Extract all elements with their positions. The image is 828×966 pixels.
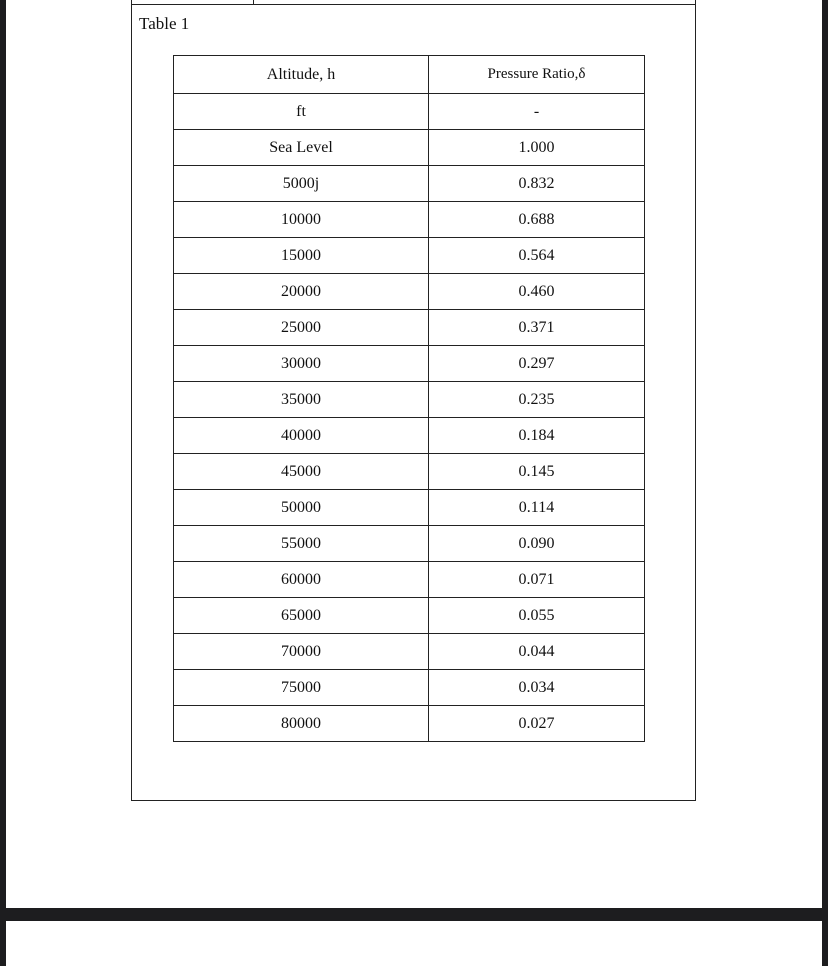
pressure-ratio-cell: 0.090 [429, 526, 645, 562]
next-document-page [6, 921, 822, 966]
pressure-ratio-cell: 0.688 [429, 202, 645, 238]
pressure-ratio-cell: 1.000 [429, 130, 645, 166]
table-row [174, 238, 645, 274]
table-row [174, 166, 645, 202]
pressure-ratio-cell: 0.044 [429, 634, 645, 670]
altitude-cell: 25000 [174, 310, 429, 346]
column-header-pressure-ratio: Pressure Ratio,δ [429, 56, 645, 94]
pressure-ratio-cell: 0.832 [429, 166, 645, 202]
pressure-ratio-cell: 0.235 [429, 382, 645, 418]
altitude-cell: 60000 [174, 562, 429, 598]
pressure-ratio-cell: 0.564 [429, 238, 645, 274]
altitude-cell: 55000 [174, 526, 429, 562]
altitude-cell: Sea Level [174, 130, 429, 166]
altitude-cell: 35000 [174, 382, 429, 418]
altitude-cell: 5000j [174, 166, 429, 202]
altitude-cell: 75000 [174, 670, 429, 706]
altitude-cell: 70000 [174, 634, 429, 670]
altitude-cell: 10000 [174, 202, 429, 238]
altitude-cell: 40000 [174, 418, 429, 454]
unit-pressure-ratio: - [429, 94, 645, 130]
pressure-ratio-cell: 0.114 [429, 490, 645, 526]
table-row [174, 418, 645, 454]
pressure-ratio-cell: 0.371 [429, 310, 645, 346]
pressure-ratio-cell: 0.034 [429, 670, 645, 706]
table-row [174, 310, 645, 346]
column-header-altitude: Altitude, h [174, 56, 429, 94]
altitude-cell: 20000 [174, 274, 429, 310]
altitude-cell: 80000 [174, 706, 429, 742]
table-row [174, 634, 645, 670]
table-row [174, 526, 645, 562]
altitude-cell: 50000 [174, 490, 429, 526]
pressure-ratio-cell: 0.027 [429, 706, 645, 742]
table-row [174, 346, 645, 382]
table-row [174, 274, 645, 310]
table-row [174, 598, 645, 634]
altitude-cell: 45000 [174, 454, 429, 490]
table-row [174, 130, 645, 166]
table-row [174, 562, 645, 598]
table-row [174, 490, 645, 526]
pressure-ratio-cell: 0.297 [429, 346, 645, 382]
pressure-ratio-cell: 0.145 [429, 454, 645, 490]
pressure-ratio-cell: 0.460 [429, 274, 645, 310]
pressure-ratio-cell: 0.184 [429, 418, 645, 454]
table-row [174, 670, 645, 706]
altitude-cell: 15000 [174, 238, 429, 274]
pressure-ratio-cell: 0.055 [429, 598, 645, 634]
altitude-cell: 65000 [174, 598, 429, 634]
table-row [174, 202, 645, 238]
altitude-cell: 30000 [174, 346, 429, 382]
table-row [174, 706, 645, 742]
units-row [174, 94, 645, 130]
unit-altitude: ft [174, 94, 429, 130]
table-caption: Table 1 [139, 14, 190, 33]
pressure-ratio-cell: 0.071 [429, 562, 645, 598]
table-row [174, 382, 645, 418]
table-row [174, 454, 645, 490]
header-row [174, 56, 645, 94]
pressure-ratio-table [173, 55, 645, 742]
